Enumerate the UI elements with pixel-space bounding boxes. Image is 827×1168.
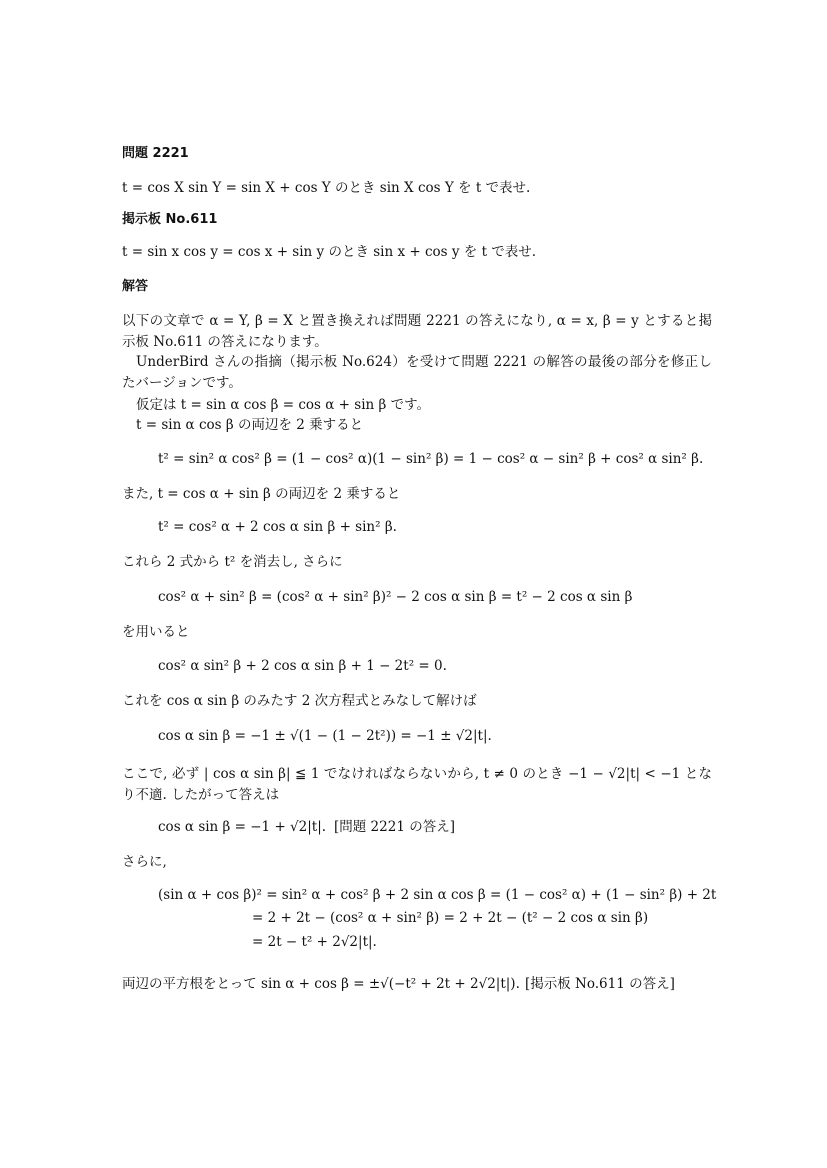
- final-text: 両辺の平方根をとって sin α + cos β = ±√(−t² + 2t + 2√2|t|).: [122, 976, 520, 992]
- equation-7-line-2: = 2 + 2t − (cos² α + sin² β) = 2 + 2t − (t² − 2 cos α sin β): [252, 910, 649, 926]
- answer-note: UnderBird さんの指摘（掲示板 No.624）を受けて問題 2221 の解答の最後の部分を修正したバージョンです。: [122, 354, 712, 391]
- equation-4: cos² α sin² β + 2 cos α sin β + 1 − 2t² = 0.: [158, 658, 447, 674]
- equation-7-line-3: = 2t − t² + 2√2|t|.: [252, 934, 377, 950]
- answer-heading: 解答: [122, 279, 149, 294]
- step4-text: を用いると: [122, 624, 190, 640]
- problem-statement: t = cos X sin Y = sin X + cos Y のとき sin X cos Y を t で表せ.: [122, 180, 531, 196]
- step6-text: ここで, 必ず | cos α sin β| ≦ 1 でなければならないから, t ≠ 0 のとき −1 − √2|t| < −1 となり不適. したがって答えは: [122, 766, 712, 803]
- step5-text: これを cos α sin β のみたす 2 次方程式とみなして解けば: [122, 693, 477, 709]
- board-statement: t = sin x cos y = cos x + sin y のとき sin x + cos y を t で表せ.: [122, 244, 537, 260]
- equation-6: cos α sin β = −1 + √2|t|.: [158, 819, 327, 835]
- board-heading: 掲示板 No.611: [122, 212, 218, 227]
- equation-6-label: [問題 2221 の答え]: [334, 819, 455, 835]
- equation-3: cos² α + sin² β = (cos² α + sin² β)² − 2 cos α sin β = t² − 2 cos α sin β: [158, 589, 633, 605]
- step2-text: また, t = cos α + sin β の両辺を 2 乗すると: [122, 486, 401, 502]
- equation-7-line-1: (sin α + cos β)² = sin² α + cos² β + 2 sin α cos β = (1 − cos² α) + (1 − sin² β) + 2t: [158, 887, 717, 903]
- answer-intro: 以下の文章で α = Y, β = X と置き換えれば問題 2221 の答えになり, α = x, β = y とすると掲示板 No.611 の答えになります。: [122, 313, 712, 350]
- answer-assumption: 仮定は t = sin α cos β = cos α + sin β です。: [136, 397, 431, 413]
- equation-5: cos α sin β = −1 ± √(1 − (1 − 2t²)) = −1 ± √2|t|.: [158, 728, 492, 744]
- final-label: [掲示板 No.611 の答え]: [525, 976, 675, 992]
- step3-text: これら 2 式から t² を消去し, さらに: [122, 554, 343, 570]
- equation-2: t² = cos² α + 2 cos α sin β + sin² β.: [158, 519, 397, 535]
- step7-text: さらに,: [122, 854, 167, 870]
- equation-1: t² = sin² α cos² β = (1 − cos² α)(1 − sin² β) = 1 − cos² α − sin² β + cos² α sin² β.: [158, 451, 704, 467]
- step1-text: t = sin α cos β の両辺を 2 乗すると: [136, 417, 364, 433]
- problem-heading: 問題 2221: [122, 146, 189, 161]
